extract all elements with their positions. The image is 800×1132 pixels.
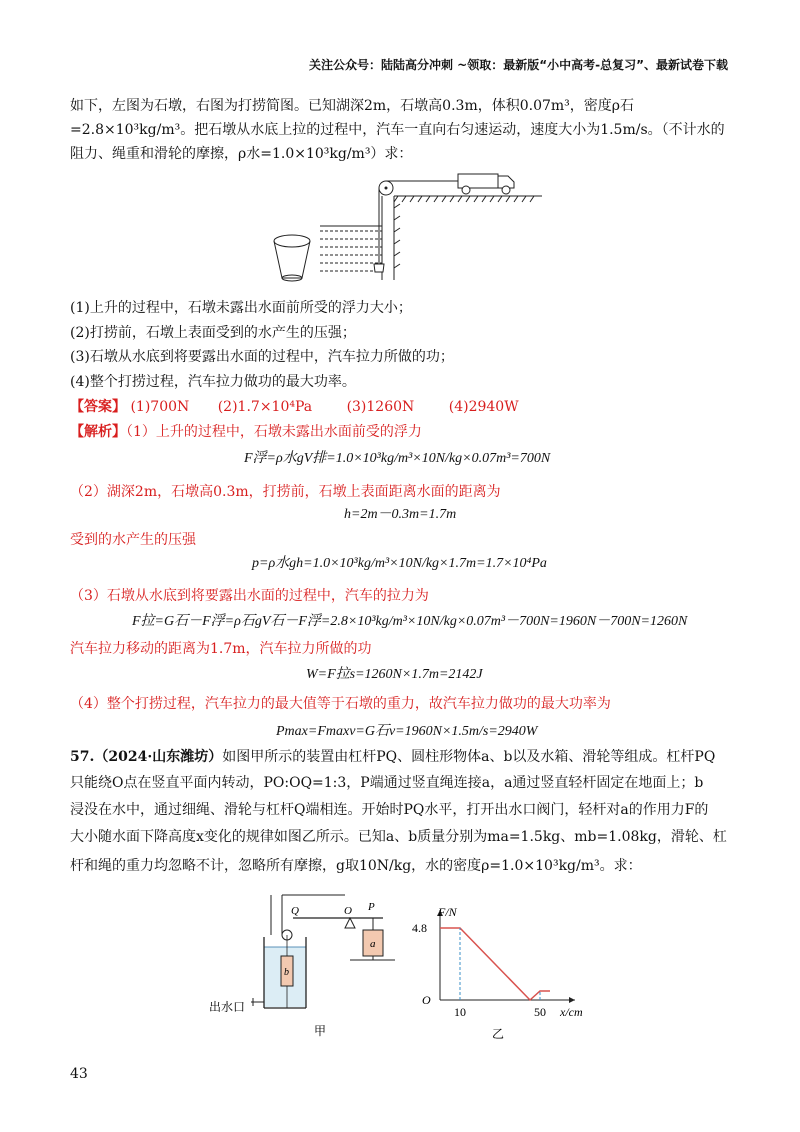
label-a: a	[370, 938, 376, 950]
caption-yi: 乙	[492, 1027, 505, 1040]
solution-step-1	[70, 421, 735, 443]
lake-drawing	[320, 196, 382, 280]
bank-ground	[394, 196, 542, 280]
origin-label: O	[422, 993, 431, 1007]
series-line	[440, 928, 550, 1000]
answer-1: (1)700N	[130, 399, 190, 415]
solution-label: 【解析】	[70, 424, 126, 440]
page-number: 43	[70, 1066, 88, 1082]
salvage-figure	[262, 168, 552, 286]
stone-pier-drawing	[274, 235, 310, 281]
solution-step-1-text: （1）上升的过程中，石墩未露出水面前受的浮力	[126, 424, 422, 440]
answer-label: 【答案】	[70, 399, 126, 415]
equation-6: Pmax=Fmaxv=G石v=1960N×1.5m/s=2940W	[276, 724, 538, 739]
answer-4: (4)2940W	[448, 399, 519, 415]
q57-line-4: 大小随水面下降高度x变化的规律如图乙所示。已知a、b质量分别为ma=1.5kg、mb=1.08kg，滑轮、杠	[70, 829, 727, 845]
label-q: Q	[291, 905, 299, 917]
caption-jia: 甲	[314, 1024, 327, 1038]
label-o: O	[344, 905, 352, 917]
figure-yi-chart	[410, 900, 600, 1040]
question-1: (1)上升的过程中，石墩未露出水面前所受的浮力大小；	[70, 300, 412, 316]
q57-line-1-text: 如图甲所示的装置由杠杆PQ、圆柱形物体a、b以及水箱、滑轮等组成。杠杆PQ	[222, 749, 716, 765]
solution-step-4: （4）整个打捞过程，汽车拉力的最大值等于石墩的重力，故汽车拉力做功的最大功率为	[70, 696, 611, 712]
outlet-label: 出水口	[209, 1000, 246, 1014]
figure-jia	[205, 890, 415, 1040]
q57-number: 57.	[70, 749, 95, 765]
q57-line-1	[70, 746, 735, 768]
page-header: 关注公众号：陆陆高分冲刺 ~领取：最新版“小中高考-总复习”、最新试卷下载	[309, 58, 728, 72]
solution-step-3: （3）石墩从水底到将要露出水面的过程中，汽车的拉力为	[70, 588, 429, 604]
equation-4: F拉=G石－F浮=ρ石gV石－F浮=2.8×10³kg/m³×10N/kg×0.07m³－700N=1960N－700N=1260N	[132, 614, 688, 629]
solution-step-2b: 受到的水产生的压强	[70, 532, 196, 548]
water-tank	[251, 937, 306, 1008]
x-axis-arrow	[569, 997, 575, 1003]
q57-line-2: 只能绕O点在竖直平面内转动，PO:OQ=1:3，P端通过竖直绳连接a，a通过竖直轻杆固定在地面上；b	[70, 775, 704, 791]
pulley-and-rope	[374, 181, 458, 272]
q57-source: （2024·山东潍坊）	[94, 749, 223, 765]
answer-row	[70, 396, 735, 418]
intro-line-1: 如下，左图为石墩，右图为打捞简图。已知湖深2m，石墩高0.3m，体积0.07m³，密度ρ石	[70, 98, 635, 114]
question-3: (3)石墩从水底到将要露出水面的过程中，汽车拉力所做的功；	[70, 349, 454, 365]
intro-line-3: 阻力、绳重和滑轮的摩擦，ρ水=1.0×10³kg/m³）求：	[70, 146, 413, 162]
answer-2: (2)1.7×10⁴Pa	[217, 399, 313, 415]
y-tick-label: 4.8	[412, 921, 427, 935]
q57-line-3: 浸没在水中，通过细绳、滑轮与杠杆Q端相连。开始时PQ水平，打开出水口阀门，轻杆对a的作用力F的	[70, 802, 709, 818]
label-b: b	[284, 967, 289, 978]
solution-step-2: （2）湖深2m，石墩高0.3m，打捞前，石墩上表面距离水面的距离为	[70, 484, 501, 500]
x-tick-label-10: 10	[454, 1005, 466, 1019]
solution-step-3b: 汽车拉力移动的距离为1.7m，汽车拉力所做的功	[70, 641, 372, 657]
equation-1: F浮=ρ水gV排=1.0×10³kg/m³×10N/kg×0.07m³=700N	[244, 451, 551, 466]
intro-line-2: =2.8×10³kg/m³。把石墩从水底上拉的过程中，汽车一直向右匀速运动，速度大小为1.5m/s。（不计水的	[70, 122, 725, 138]
equation-3: p=ρ水gh=1.0×10³kg/m³×10N/kg×1.7m=1.7×10⁴Pa	[252, 556, 547, 571]
y-axis-label: F/N	[438, 905, 457, 919]
equation-2: h=2m－0.3m=1.7m	[344, 507, 457, 522]
truck-drawing	[458, 174, 514, 194]
question-4: (4)整个打捞过程，汽车拉力做功的最大功率。	[70, 374, 356, 390]
x-tick-label-50: 50	[534, 1005, 546, 1019]
q57-line-5: 杆和绳的重力均忽略不计，忽略所有摩擦，g取10N/kg，水的密度ρ=1.0×10³kg/m³。求：	[70, 858, 642, 874]
answer-3: (3)1260N	[346, 399, 415, 415]
x-axis-label: x/cm	[560, 1005, 583, 1019]
label-p: P	[368, 901, 375, 913]
equation-5: W=F拉s=1260N×1.7m=2142J	[306, 667, 483, 682]
question-2: (2)打捞前，石墩上表面受到的水产生的压强；	[70, 325, 356, 341]
